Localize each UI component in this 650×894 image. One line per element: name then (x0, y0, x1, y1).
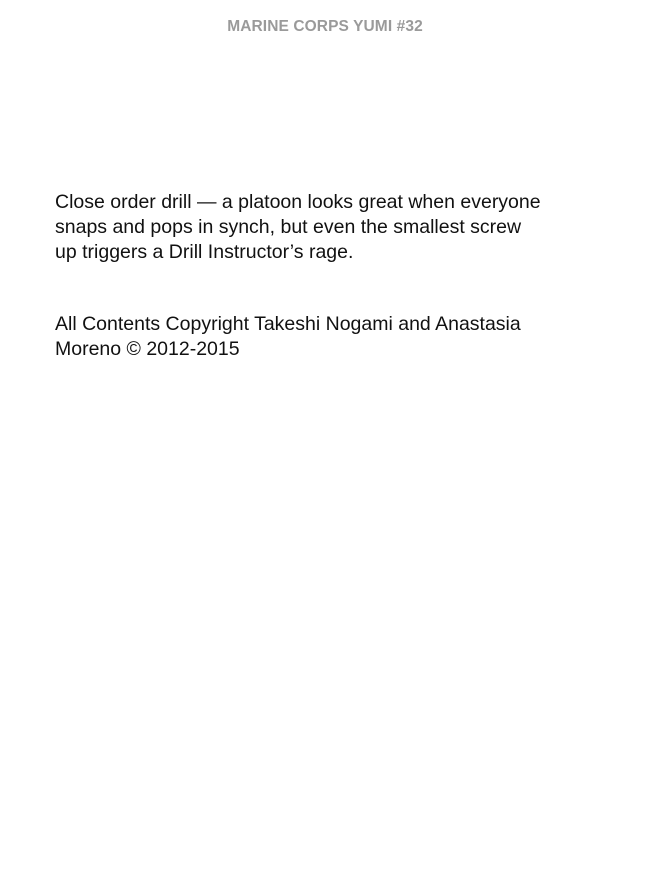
caption-line: Close order drill — a platoon looks great when everyone (55, 191, 541, 213)
caption-line: up triggers a Drill Instructor’s rage. (55, 241, 354, 263)
copyright-notice (55, 312, 615, 362)
caption-line: snaps and pops in synch, but even the smallest screw (55, 216, 522, 238)
caption-paragraph (55, 190, 615, 265)
copyright-line: Moreno © 2012-2015 (55, 338, 240, 360)
page-title: MARINE CORPS YUMI #32 (227, 18, 423, 35)
copyright-line: All Contents Copyright Takeshi Nogami and Anastasia (55, 313, 521, 335)
